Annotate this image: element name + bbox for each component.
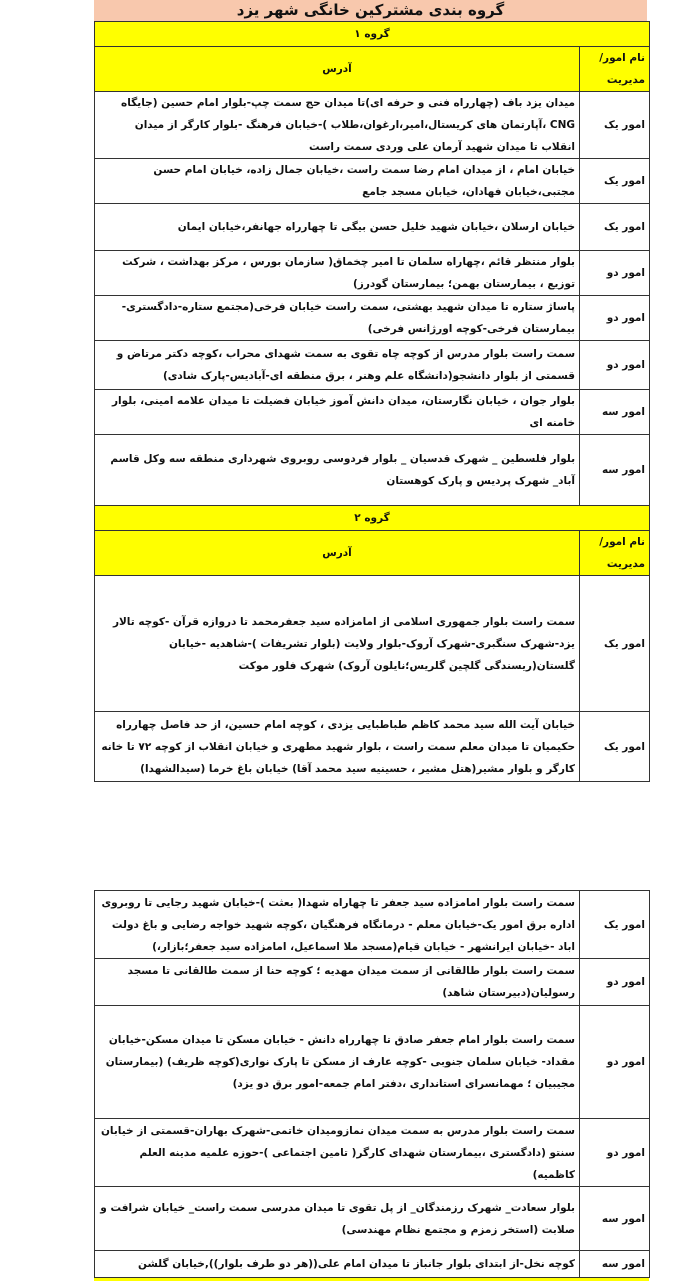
row-address: بلوار جوان ، خیابان نگارستان، میدان دانش آموز خیابان فضیلت تا میدان علامه امینی، بلوار خامنه ای bbox=[95, 390, 580, 435]
table-row bbox=[95, 959, 650, 1006]
column-header-address: آدرس bbox=[95, 531, 580, 576]
table-row bbox=[95, 891, 650, 959]
row-address: بلوار سعادت_ شهرک رزمندگان_ از پل تقوی تا میدان مدرسی سمت راست_ خیابان شرافت و صلابت (استخر زمزم و مجتمع نظام مهندسی) bbox=[95, 1187, 580, 1251]
group-1-header-row bbox=[95, 22, 650, 47]
row-division-name: امور دو bbox=[580, 959, 650, 1006]
table-row bbox=[95, 251, 650, 296]
row-division-name: امور دو bbox=[580, 1006, 650, 1119]
row-division-name: امور سه bbox=[580, 435, 650, 506]
row-division-name: امور دو bbox=[580, 1119, 650, 1187]
table-row bbox=[95, 712, 650, 782]
row-address: میدان یزد باف (چهارراه فنی و حرفه ای)تا میدان حج سمت چپ-بلوار امام حسین (جایگاه CNG ،آپارتمان های کریستال،امیر،ارغوان،طلاب )-خیابان فرهنگ -بلوار کارگر از میدان انقلاب تا میدان شهید آرمان علی وردی سمت راست bbox=[95, 92, 580, 159]
column-header-address: آدرس bbox=[95, 47, 580, 92]
subscriber-groups-table-page2 bbox=[94, 890, 650, 1278]
table-row bbox=[95, 1187, 650, 1251]
row-division-name: امور یک bbox=[580, 204, 650, 251]
table-row bbox=[95, 1251, 650, 1278]
row-division-name: امور یک bbox=[580, 92, 650, 159]
table-row bbox=[95, 92, 650, 159]
row-division-name: امور سه bbox=[580, 1187, 650, 1251]
group-1-column-header-row bbox=[95, 47, 650, 92]
row-division-name: امور یک bbox=[580, 712, 650, 782]
row-division-name: امور دو bbox=[580, 341, 650, 390]
row-address: پاساژ ستاره تا میدان شهید بهشتی، سمت راست خیابان فرخی(مجتمع ستاره-دادگستری-بیمارستان فرخی-کوچه اورژانس فرخی) bbox=[95, 296, 580, 341]
row-address: سمت راست بلوار مدرس به سمت میدان نمازومیدان خاتمی-شهرک بهاران-قسمتی از خیابان سنتو (دادگستری ،بیمارستان شهدای کارگر( تامین اجتماعی )-حوزه علمیه مدینه العلم کاظمیه) bbox=[95, 1119, 580, 1187]
row-division-name: امور یک bbox=[580, 576, 650, 712]
document-title: گروه بندی مشترکین خانگی شهر یزد bbox=[94, 0, 647, 21]
group-2-column-header-row bbox=[95, 531, 650, 576]
column-header-name: نام امور/مدیریت bbox=[580, 531, 650, 576]
row-address: خیابان امام ، از میدان امام رضا سمت راست ،خیابان جمال زاده، خیابان امام حسن مجتبی،خیابان فهادان، خیابان مسجد جامع bbox=[95, 159, 580, 204]
row-address: بلوار فلسطین _ شهرک قدسیان _ بلوار فردوسی روبروی شهرداری منطقه سه وکل قاسم آباد_ شهرک پردیس و پارک کوهستان bbox=[95, 435, 580, 506]
table-row bbox=[95, 390, 650, 435]
group-1-label: گروه ۱ bbox=[95, 22, 650, 47]
row-address: خیابان آیت الله سید محمد کاظم طباطبایی یزدی ، کوچه امام حسین، از حد فاصل چهارراه حکیمیان تا میدان معلم سمت راست ، بلوار شهید مطهری و خیابان انقلاب از کوچه ۷۲ تا خانه کارگر و بلوار مشیر(هتل مشیر ، حسینیه سید محمد آقا) خیابان باغ خرما (سیدالشهدا) bbox=[95, 712, 580, 782]
table-row bbox=[95, 204, 650, 251]
table-row bbox=[95, 435, 650, 506]
column-header-name: نام امور/مدیریت bbox=[580, 47, 650, 92]
subscriber-groups-table-page1 bbox=[94, 21, 650, 782]
table-row bbox=[95, 341, 650, 390]
row-division-name: امور سه bbox=[580, 390, 650, 435]
table-row bbox=[95, 296, 650, 341]
row-address: سمت راست بلوار طالقانی از سمت میدان مهدیه ؛ کوچه حنا از سمت طالقانی تا مسجد رسولیان(دبیرستان شاهد) bbox=[95, 959, 580, 1006]
row-division-name: امور دو bbox=[580, 296, 650, 341]
row-address: کوچه نخل-از ابتدای بلوار جانباز تا میدان امام علی((هر دو طرف بلوار)),خیابان گلشن bbox=[95, 1251, 580, 1278]
table-row bbox=[95, 1006, 650, 1119]
row-division-name: امور سه bbox=[580, 1251, 650, 1278]
row-address: سمت راست بلوار جمهوری اسلامی از امامزاده سید جعفرمحمد تا دروازه قرآن -کوچه تالار یزد-شهرک سنگبری-شهرک آروک-بلوار ولایت (بلوار تشریفات )-شاهدیه -خیابان گلستان(ریسندگی گلچین گلریس؛نایلون آروک) شهرک فلور موکت bbox=[95, 576, 580, 712]
row-division-name: امور یک bbox=[580, 159, 650, 204]
row-address: سمت راست بلوار امامزاده سید جعفر تا چهاراه شهدا( بعثت )-خیابان شهید رجایی تا روبروی اداره برق امور یک-خیابان معلم - درمانگاه فرهنگیان ،کوچه شهید خواجه رضایی و باغ دولت اباد -خیابان ایرانشهر - خیابان قیام(مسجد ملا اسماعیل، امامزاده سید جعفر؛بازار،) bbox=[95, 891, 580, 959]
next-group-header-strip bbox=[94, 1277, 649, 1281]
row-address: سمت راست بلوار امام جعفر صادق تا چهارراه دانش - خیابان مسکن تا میدان مسکن-خیابان مقداد- خیابان سلمان جنوبی -کوچه عارف از مسکن تا پارک نواری(کوچه ظریف) (بیمارستان مجیبیان ؛ مهمانسرای استانداری ،دفتر امام جمعه-امور برق دو یزد) bbox=[95, 1006, 580, 1119]
group-2-label: گروه ۲ bbox=[95, 506, 650, 531]
row-address: بلوار منتظر قائم ،چهاراه سلمان تا امیر چخماق( سازمان بورس ، مرکز بهداشت ، شرکت توزیع ، بیمارستان بهمن؛ بیمارستان گودرز) bbox=[95, 251, 580, 296]
row-division-name: امور دو bbox=[580, 251, 650, 296]
group-2-header-row bbox=[95, 506, 650, 531]
table-row bbox=[95, 159, 650, 204]
table-row bbox=[95, 1119, 650, 1187]
row-division-name: امور یک bbox=[580, 891, 650, 959]
table-row bbox=[95, 576, 650, 712]
row-address: خیابان ارسلان ،خیابان شهید خلیل حسن بیگی تا چهارراه جهانفر،خیابان ایمان bbox=[95, 204, 580, 251]
row-address: سمت راست بلوار مدرس از کوچه چاه تقوی به سمت شهدای محراب ،کوچه دکتر مرتاض و قسمتی از بلوار دانشجو(دانشگاه علم وهنر ، برق منطقه ای-آبادیس-پارک شادی) bbox=[95, 341, 580, 390]
